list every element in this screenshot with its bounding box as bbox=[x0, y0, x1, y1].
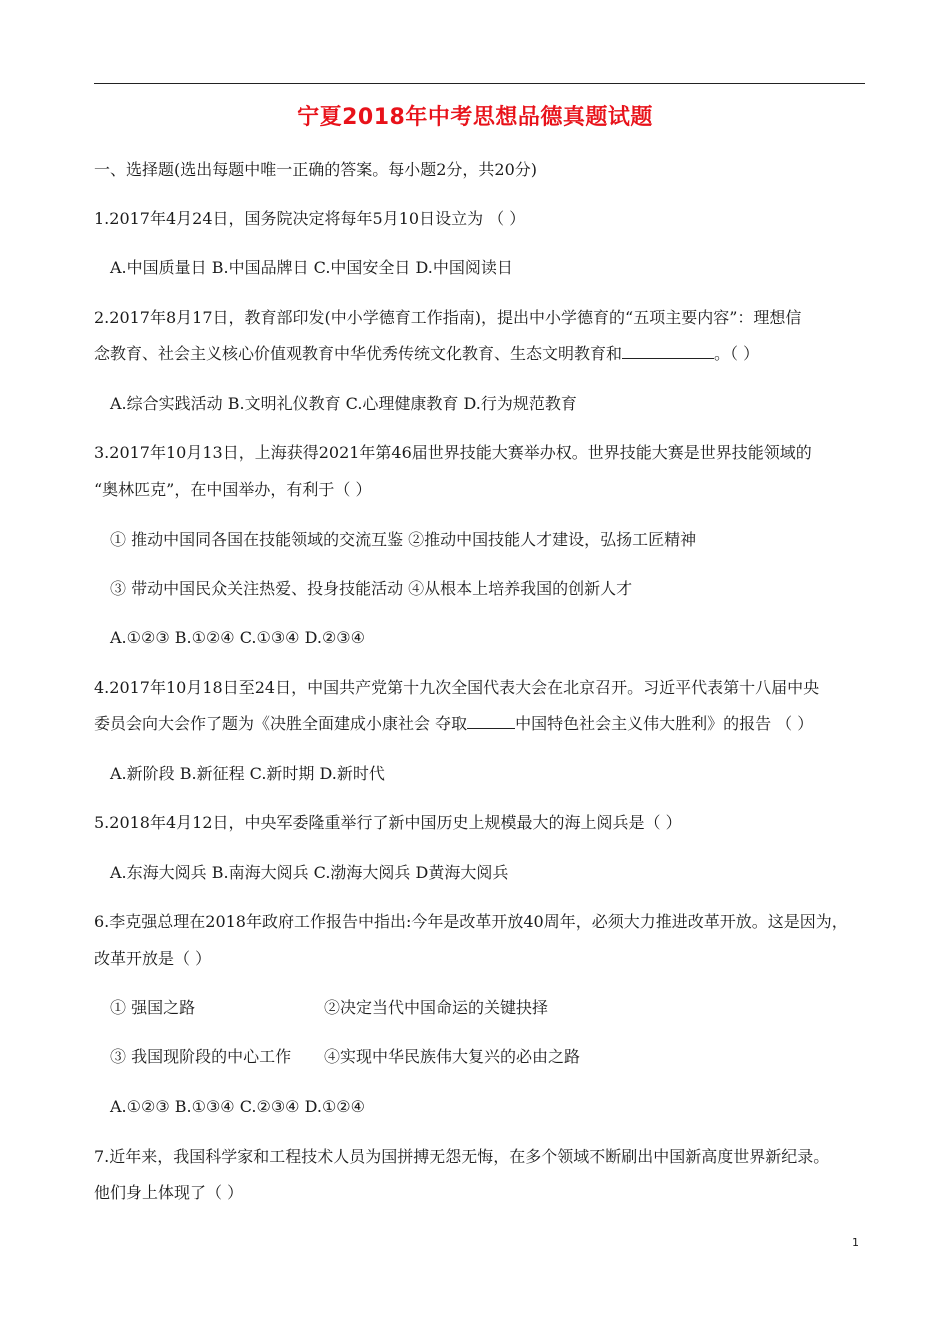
question-4-options: A.新阶段 B.新征程 C.新时期 D.新时代 bbox=[110, 764, 385, 783]
question-6-item-4: ④实现中华民族伟大复兴的必由之路 bbox=[324, 1047, 581, 1066]
question-6-stem-line1: 6.李克强总理在2018年政府工作报告中指出:今年是改革开放40周年，必须大力推进改革开放。这是因为， bbox=[94, 912, 848, 931]
question-3-item-1: ① 推动中国同各国在技能领域的交流互鉴 ②推动中国技能人才建设，弘扬工匠精神 bbox=[110, 530, 697, 549]
question-3-item-2: ③ 带动中国民众关注热爱、投身技能活动 ④从根本上培养我国的创新人才 bbox=[110, 579, 633, 598]
page-number: 1 bbox=[852, 1236, 859, 1249]
question-2-options: A.综合实践活动 B.文明礼仪教育 C.心理健康教育 D.行为规范教育 bbox=[110, 394, 577, 413]
question-6-item-3: ③ 我国现阶段的中心工作 bbox=[110, 1047, 292, 1066]
question-7-stem-line1: 7.近年来，我国科学家和工程技术人员为国拼搏无怨无悔，在多个领域不断刷出中国新高度世界新纪录。 bbox=[94, 1147, 830, 1166]
question-4-stem-line2 bbox=[94, 714, 813, 734]
page-title: 宁夏2018年中考思想品德真题试题 bbox=[297, 105, 653, 130]
question-4-stem-line1: 4.2017年10月18日至24日，中国共产党第十九次全国代表大会在北京召开。习近平代表第十八届中央 bbox=[94, 678, 820, 697]
answer-blank bbox=[467, 714, 515, 729]
question-2-stem-text: 念教育、社会主义核心价值观教育中华优秀传统文化教育、生态文明教育和 bbox=[94, 344, 623, 363]
question-3-options: A.①②③ B.①②④ C.①③④ D.②③④ bbox=[110, 628, 365, 647]
question-6-item-2: ②决定当代中国命运的关键抉择 bbox=[324, 998, 549, 1017]
question-6-options: A.①②③ B.①③④ C.②③④ D.①②④ bbox=[110, 1097, 365, 1116]
question-5-options: A.东海大阅兵 B.南海大阅兵 C.渤海大阅兵 D黄海大阅兵 bbox=[110, 863, 509, 882]
answer-blank bbox=[622, 344, 714, 359]
question-4-stem-text: 委员会向大会作了题为《决胜全面建成小康社会 夺取 bbox=[94, 714, 468, 733]
question-4-stem-end: 中国特色社会主义伟大胜利》的报告 （ ） bbox=[515, 714, 814, 733]
question-2-stem-line2 bbox=[94, 344, 759, 364]
question-6-stem-line2: 改革开放是（ ） bbox=[94, 949, 212, 968]
question-3-stem-line1: 3.2017年10月13日，上海获得2021年第46届世界技能大赛举办权。世界技能大赛是世界技能领域的 bbox=[94, 443, 812, 462]
question-2-stem-line1: 2.2017年8月17日，教育部印发(中小学德育工作指南)，提出中小学德育的“五项主要内容”：理想信 bbox=[94, 308, 802, 327]
question-1-stem: 1.2017年4月24日，国务院决定将每年5月10日设立为 （ ） bbox=[94, 209, 526, 228]
question-7-stem-line2: 他们身上体现了（ ） bbox=[94, 1183, 244, 1202]
question-5-stem: 5.2018年4月12日，中央军委隆重举行了新中国历史上规模最大的海上阅兵是（ ） bbox=[94, 813, 682, 832]
question-6-item-1: ① 强国之路 bbox=[110, 998, 196, 1017]
section-heading: 一、选择题(选出每题中唯一正确的答案。每小题2分，共20分) bbox=[94, 160, 538, 179]
question-3-stem-line2: “奥林匹克”，在中国举办，有利于（ ） bbox=[94, 480, 372, 499]
question-2-stem-end: 。（ ） bbox=[714, 344, 760, 363]
header-rule bbox=[94, 83, 865, 84]
question-1-options: A.中国质量日 B.中国品牌日 C.中国安全日 D.中国阅读日 bbox=[110, 258, 513, 277]
